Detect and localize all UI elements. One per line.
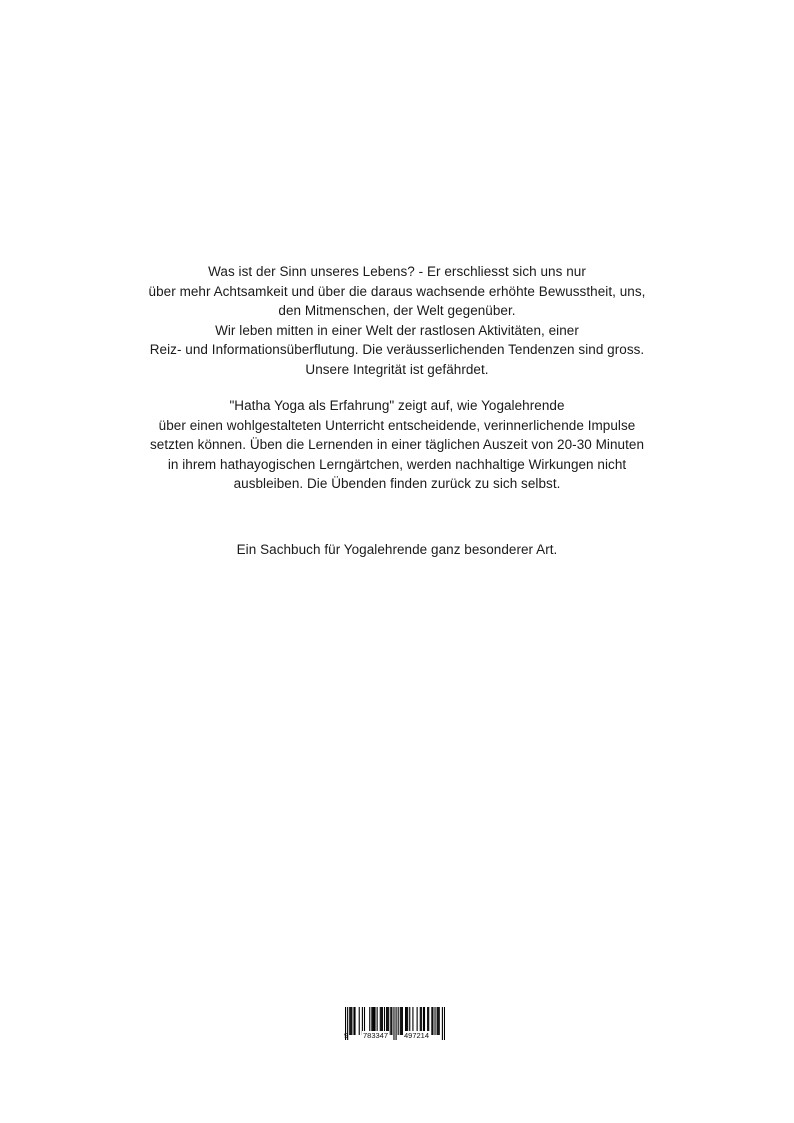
barcode-bar <box>390 1007 391 1035</box>
barcode-bar <box>391 1007 392 1035</box>
barcode-bar <box>396 1007 397 1040</box>
barcode-bar <box>350 1007 351 1035</box>
blurb-line: Wir leben mitten in einer Welt der rastlosen Aktivitäten, einer <box>215 322 579 338</box>
blurb-line: über mehr Achtsamkeit und über die daraus wachsende erhöhte Bewusstheit, uns, <box>148 283 646 299</box>
barcode-bar <box>442 1007 443 1040</box>
barcode-bar <box>431 1007 432 1035</box>
barcode-bar <box>400 1007 401 1035</box>
barcode-bar <box>398 1007 399 1035</box>
barcode-right-digits: 497214 <box>404 1031 430 1040</box>
barcode-bar <box>354 1007 355 1035</box>
barcode-bar <box>351 1007 352 1035</box>
blurb-paragraph-1 <box>97 262 697 380</box>
barcode-bar <box>401 1007 402 1035</box>
barcode-bar <box>353 1007 354 1035</box>
barcode-left-digits: 783347 <box>363 1031 389 1040</box>
blurb-line: ausbleiben. Die Übenden finden zurück zu sich selbst. <box>233 476 561 492</box>
barcode-bar <box>439 1007 440 1035</box>
blurb-line: in ihrem hathayogischen Lerngärtchen, werden nachhaltige Wirkungen nicht <box>167 456 627 472</box>
blurb-line: den Mitmenschen, der Welt gegenüber. <box>278 303 516 319</box>
barcode-bar <box>437 1007 438 1035</box>
barcode-bar <box>444 1007 445 1040</box>
blurb-line: Was ist der Sinn unseres Lebens? - Er erschliesst sich uns nur <box>208 264 586 279</box>
blurb-line: "Hatha Yoga als Erfahrung" zeigt auf, wie Yogalehrende <box>229 398 565 413</box>
barcode-bar <box>393 1007 394 1040</box>
barcode-bar <box>349 1007 350 1035</box>
blurb-line: setzten können. Üben die Lernenden in einer täglichen Auszeit von 20-30 Minuten <box>149 437 645 453</box>
barcode-bar <box>438 1007 439 1035</box>
blurb-paragraph-2 <box>97 396 697 494</box>
barcode-lead-digit: 9 <box>344 1031 349 1040</box>
tagline <box>97 540 697 560</box>
blurb-line: Unsere Integrität ist gefährdet. <box>305 361 489 377</box>
tagline-text: Ein Sachbuch für Yogalehrende ganz besonderer Art. <box>236 542 558 557</box>
barcode-bar <box>432 1007 433 1035</box>
blurb-line: Reiz- und Informationsüberflutung. Die veräusserlichenden Tendenzen sind gross. <box>149 342 645 358</box>
blurb-line: über einen wohlgestalteten Unterricht entscheidende, verinnerlichende Impulse <box>158 417 636 433</box>
barcode-bar <box>434 1007 435 1035</box>
barcode-bar <box>359 1007 360 1035</box>
